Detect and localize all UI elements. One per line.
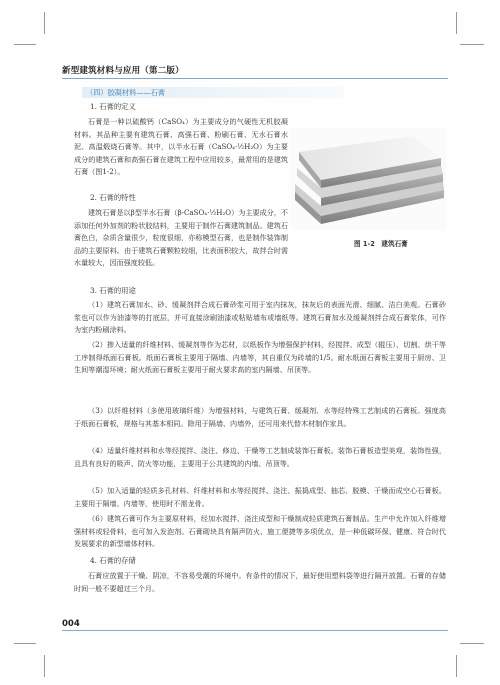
crop-mark <box>456 655 457 677</box>
paragraph-properties: 建筑石膏是以β型半水石膏（β-CaSO₄·½H₂O）为主要成分，不添加任何外加剂的粉状胶结料，主要用于制作石膏建筑制品。建筑石膏色白，杂质含量很少，粒度很细，亦称模型石膏，也是制作装饰制品的主要原料。由于建筑石膏颗粒较细，比表面积较大，故拌合时需水量较大，因而强度较低。 <box>74 208 288 268</box>
paragraph-use-4: （4）适量纤维材料和水等经搅拌、浇注、修边、干燥等工艺制成装饰石膏板。装饰石膏板造型美观，装饰性强，且具有良好的吸声、防火等功能，主要用于公共建筑的内墙、吊顶等。 <box>74 446 446 468</box>
crop-mark <box>44 12 45 34</box>
crop-mark <box>44 655 45 677</box>
header-rule <box>62 78 448 79</box>
crop-mark <box>460 643 484 644</box>
paragraph-storage: 石膏应放置于干燥、阴凉，不容易受潮的环境中。有条件的情况下，最好使用塑料袋等进行隔开放置。石膏的存储时间一般不要超过三个月。 <box>74 571 446 593</box>
subsection-heading-uses: 3. 石膏的用途 <box>90 286 136 295</box>
paragraph-use-6: （6）建筑石膏可作为主要原材料，经加水搅拌、浇注成型和干燥制成轻质建筑石膏制品。生产中允许加入纤维增强材料或轻骨料，也可加入发泡剂。石膏砌块具有隔声防火、施工便捷等多项优点，是一种低碳环保、健康、符合时代发展要求的新型墙体材料。 <box>74 514 446 549</box>
crop-mark <box>14 44 36 45</box>
page-number: 004 <box>62 619 80 629</box>
footer-rule <box>62 630 448 631</box>
crop-mark <box>460 44 484 45</box>
paragraph-use-3: （3）以纤维材料（多使用玻璃纤维）为增强材料，与建筑石膏、缓凝剂、水等经特殊工艺制成的石膏板。强度高于纸面石膏板，规格与其基本相同。除用于隔墙、内墙外，还可用来代替木材制作家具。 <box>74 406 446 428</box>
paragraph-definition: 石膏是一种以硫酸钙（CaSO₄）为主要成分的气硬性无机胶凝材料。其品种主要有建筑石膏、高强石膏、粉刷石膏、无水石膏水泥、高温煅烧石膏等。其中，以半水石膏（CaSO₄·½H₂O）为主要成分的建筑石膏和高强石膏在建筑工程中应用较多，最常用的是建筑石膏（图1-2）。 <box>74 117 288 177</box>
gypsum-board-photo <box>291 128 446 230</box>
subsection-heading-properties: 2. 石膏的特性 <box>90 193 136 202</box>
figure-caption: 图 1-2 建筑石膏 <box>354 240 408 248</box>
subsection-heading-storage: 4. 石膏的存储 <box>90 556 136 565</box>
running-header <box>62 64 432 76</box>
subsection-heading-definition: 1. 石膏的定义 <box>90 102 136 111</box>
section-title: （四）胶凝材料——石膏 <box>86 88 166 97</box>
crop-mark <box>456 12 457 34</box>
gypsum-board-illustration <box>291 128 446 230</box>
paragraph-use-5: （5）加入适量的轻质多孔材料、纤维材料和水等经搅拌、浇注、振捣成型、抽芯、脱模、干燥而成空心石膏板。主要用于隔墙、内墙等，使用时不需龙骨。 <box>74 486 446 508</box>
book-title: 新型建筑材料与应用（第二版） <box>62 66 184 76</box>
paragraph-use-1: （1）建筑石膏加水、砂、缓凝剂拌合成石膏砂浆可用于室内抹灰，抹灰后的表面光滑、细腻、洁白美观。石膏砂浆也可以作为油漆等的打底层，并可直接涂刷油漆或粘贴墙布或墙纸等。建筑石膏加水及缓凝剂拌合成石膏浆体，可作为室内粉刷涂料。 <box>74 300 446 335</box>
crop-mark <box>14 643 36 644</box>
paragraph-use-2: （2）掺入适量的纤维材料、缓凝剂等作为芯材，以纸板作为增强保护材料，经搅拌、成型（辊压）、切割、烘干等工序制得纸面石膏板。纸面石膏板主要用于隔墙、内墙等，其自重仅为砖墙的1/5。耐水纸面石膏板主要用于厨房、卫生间等潮湿环境；耐火纸面石膏板主要用于耐火要求高的室内隔墙、吊顶等。 <box>74 340 446 375</box>
